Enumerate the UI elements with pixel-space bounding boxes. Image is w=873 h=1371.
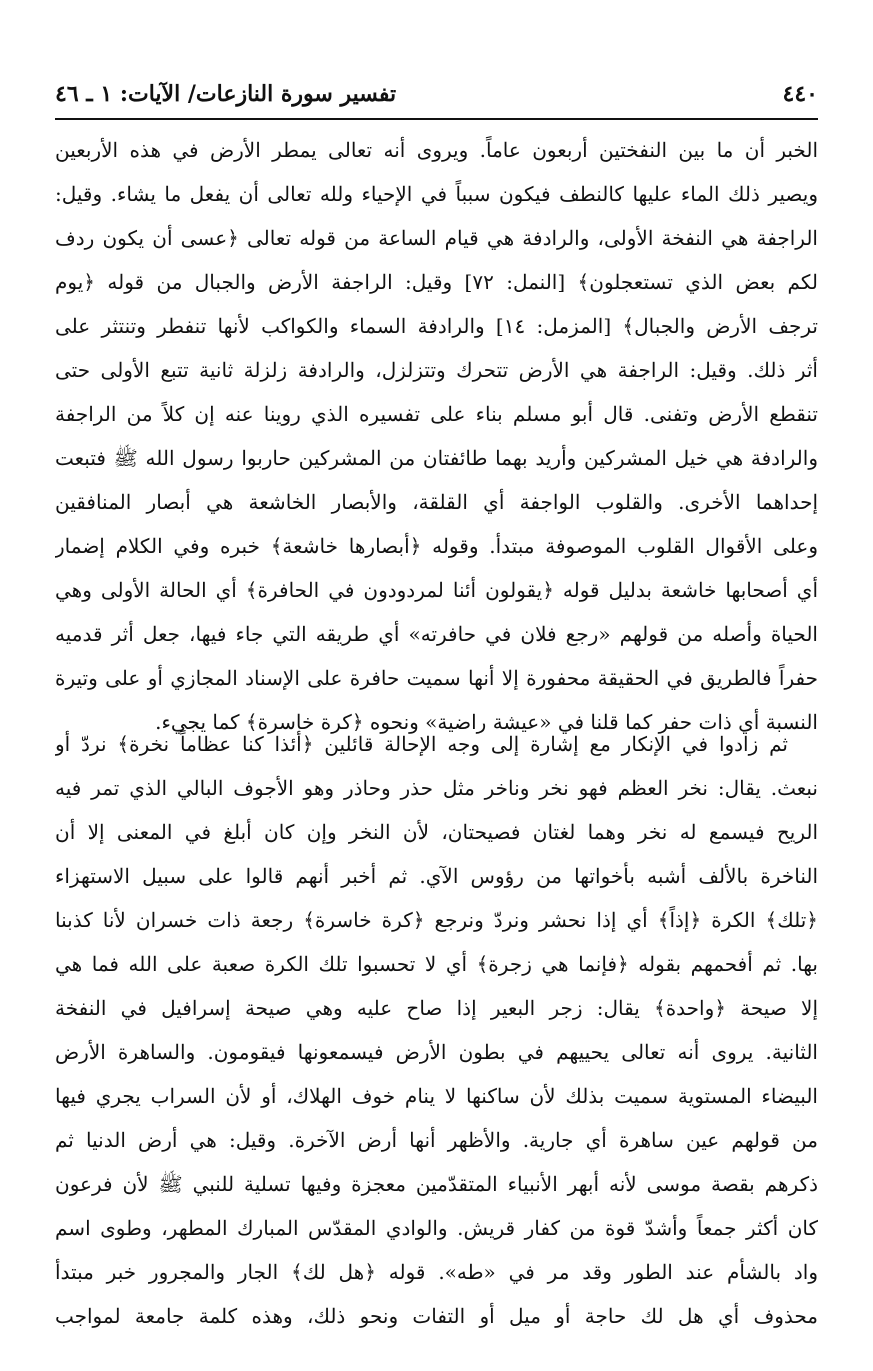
paragraph-2 <box>55 722 818 1338</box>
text-line: النسبة أي ذات حفر كما قلنا في «عيشة راضية» ونحوه ﴿كرة خاسرة﴾ كما يجيء. <box>155 710 818 734</box>
text-line: الريح فيسمع له نخر وهما لغتان فصيحتان، لأن النخر وإن كان أبلغ في المعنى إلا أن <box>55 820 818 844</box>
header-divider <box>55 118 818 120</box>
paragraph-1 <box>55 128 818 744</box>
text-line: ﴿تلك﴾ الكرة ﴿إذاً﴾ أي إذا نحشر ونردّ ونرجع ﴿كرة خاسرة﴾ رجعة ذات خسران لأنا كذبنا <box>55 908 818 932</box>
text-line: كان أكثر جمعاً وأشدّ قوة من كفار قريش. والوادي المقدّس المبارك المطهر، وطوى اسم <box>55 1216 818 1240</box>
text-line: من قولهم عين ساهرة أي جارية. والأظهر أنها أرض الآخرة. وقيل: هي أرض الدنيا ثم <box>55 1128 818 1152</box>
text-line: إحداهما الأخرى. والقلوب الواجفة أي القلقة، والأبصار الخاشعة هي أبصار المنافقين <box>55 490 818 514</box>
text-line: البيضاء المستوية سميت بذلك لأن ساكنها لا ينام خوف الهلاك، أو لأن السراب يجري فيها <box>55 1084 818 1108</box>
text-line: وعلى الأقوال القلوب الموصوفة مبتدأ. وقوله ﴿أبصارها خاشعة﴾ خبره وفي الكلام إضمار <box>55 534 818 558</box>
text-line: والرادفة هي خيل المشركين وأريد بهما طائفتان من المشركين حاربوا رسول الله ﷺ فتبعت <box>55 446 818 470</box>
text-line: أي أصحابها خاشعة بدليل قوله ﴿يقولون أئنا لمردودون في الحافرة﴾ أي الحالة الأولى وهي <box>55 578 818 602</box>
text-line: واد بالشأم عند الطور وقد مر في «طه». قوله ﴿هل لك﴾ الجار والمجرور خبر مبتدأ <box>55 1260 818 1284</box>
text-line: نبعث. يقال: نخر العظم فهو نخر وناخر مثل حذر وحاذر وهو الأجوف البالي الذي تمر فيه <box>55 776 818 800</box>
text-line: أثر ذلك. وقيل: الراجفة هي الأرض تتحرك وتتزلزل، والرادفة زلزلة ثانية تتبع الأولى حتى <box>55 358 818 382</box>
text-line: حفراً فالطريق في الحقيقة محفورة إلا أنها سميت حافرة على الإسناد المجازي أو على وتيرة <box>55 666 818 690</box>
text-line: ترجف الأرض والجبال﴾ [المزمل: ١٤] والرادفة السماء والكواكب لأنها تنفطر وتنتثر على <box>55 314 818 338</box>
page-number: ٤٤٠ <box>782 81 818 107</box>
text-line: الناخرة بالألف أشبه بأخواتها من رؤوس الآي. ثم أخبر أنهم قالوا على سبيل الاستهزاء <box>55 864 818 888</box>
page-header <box>55 80 818 108</box>
text-line: الراجفة هي النفخة الأولى، والرادفة هي قيام الساعة من قوله تعالى ﴿عسى أن يكون ردف <box>55 226 818 250</box>
text-line: الثانية. يروى أنه تعالى يحييهم في بطون الأرض فيسمعونها فيقومون. والساهرة الأرض <box>55 1040 818 1064</box>
text-line: الخبر أن ما بين النفختين أربعون عاماً. ويروى أنه تعالى يمطر الأرض في هذه الأربعين <box>55 138 818 162</box>
text-line: ثم زادوا في الإنكار مع إشارة إلى وجه الإحالة قائلين ﴿أئذا كنا عظاماً نخرة﴾ نردّ أو <box>55 732 788 756</box>
text-line: تنقطع الأرض وتفنى. قال أبو مسلم بناء على تفسيره الذي روينا عنه إن كلاً من الراجفة <box>55 402 818 426</box>
text-line: ذكرهم بقصة موسى لأنه أبهر الأنبياء المتقدّمين معجزة وفيها تسلية للنبي ﷺ لأن فرعون <box>55 1172 818 1196</box>
text-line: ويصير ذلك الماء عليها كالنطف فيكون سبباً في الإحياء ولله تعالى أن يفعل ما يشاء. وقيل: <box>55 182 818 206</box>
text-line: بها. ثم أفحمهم بقوله ﴿فإنما هي زجرة﴾ أي لا تحسبوا تلك الكرة صعبة على الله فما هي <box>55 952 818 976</box>
text-line: إلا صيحة ﴿واحدة﴾ يقال: زجر البعير إذا صاح عليه وهي صيحة إسرافيل في النفخة <box>55 996 818 1020</box>
running-title: تفسير سورة النازعات/ الآيات: ١ ـ ٤٦ <box>55 81 397 107</box>
text-line: محذوف أي هل لك حاجة أو ميل أو التفات ونحو ذلك، وهذه كلمة جامعة لمواجب <box>55 1304 818 1328</box>
text-line: الحياة وأصله من قولهم «رجع فلان في حافرته» أي طريقه التي جاء فيها، جعل أثر قدميه <box>55 622 818 646</box>
text-line: لكم بعض الذي تستعجلون﴾ [النمل: ٧٢] وقيل: الراجفة الأرض والجبال من قوله ﴿يوم <box>55 270 818 294</box>
